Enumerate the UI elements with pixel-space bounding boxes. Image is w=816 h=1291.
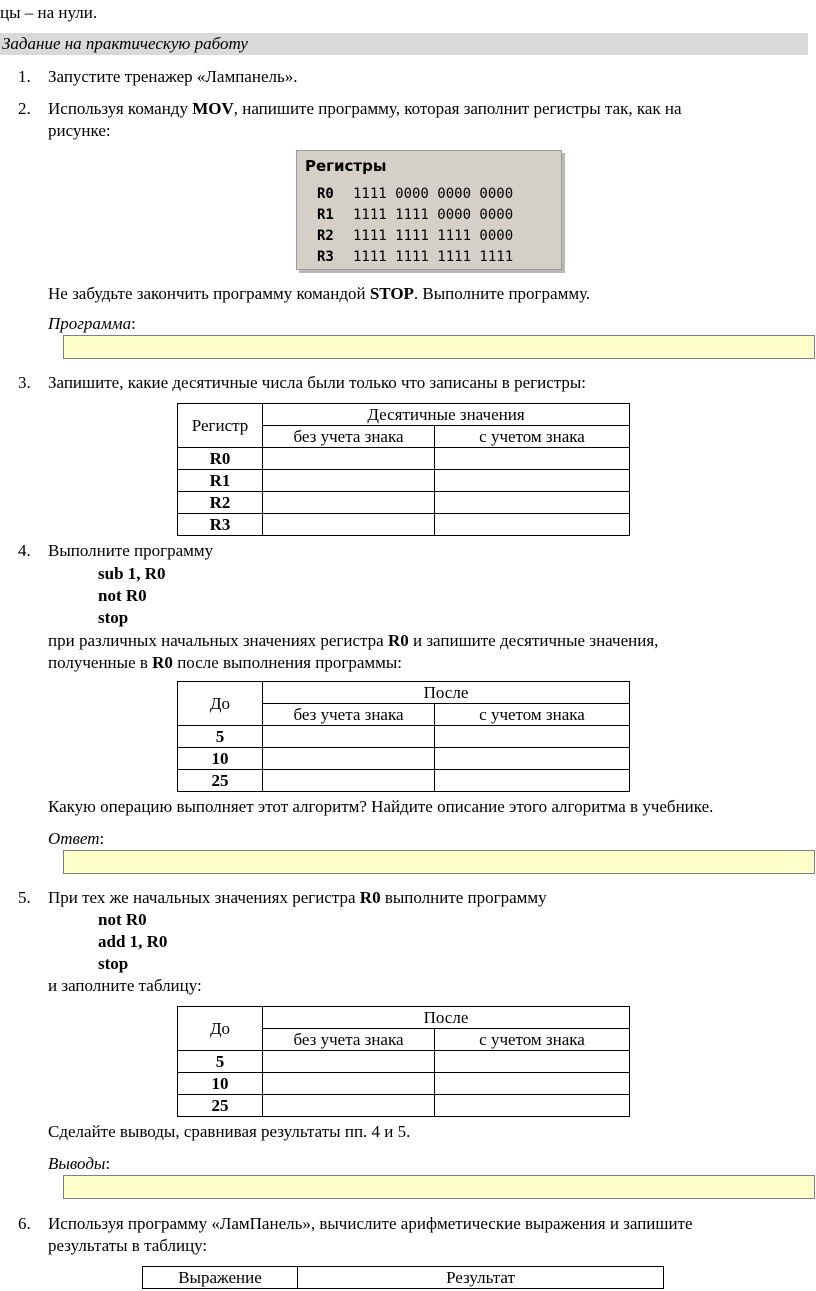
item-1-text: Запустите тренажер «Лампанель». <box>48 67 298 86</box>
stop-note: Не забудьте закончить программу командой STOP. Выполните программу. <box>48 284 591 303</box>
table-row-head: 5 <box>178 1051 263 1073</box>
table-row-head: 25 <box>178 770 263 792</box>
register-row: R0 1111 0000 0000 0000 <box>317 186 514 202</box>
item-number: 1. <box>18 67 31 86</box>
table-cell[interactable] <box>435 1073 630 1095</box>
code-line: not R0 <box>98 586 147 605</box>
table-cell[interactable] <box>263 1095 435 1117</box>
registers-title: Регистры <box>305 157 387 175</box>
table-cell[interactable] <box>435 1095 630 1117</box>
table-row-head: 5 <box>178 726 263 748</box>
table-cell[interactable] <box>435 726 630 748</box>
item-number: 4. <box>18 541 31 560</box>
table-header-expression: Выражение <box>143 1267 298 1289</box>
table-header-before: До <box>178 682 263 726</box>
code-line: stop <box>98 954 129 973</box>
table-header-group: После <box>263 1007 630 1029</box>
item-2-text-line2: рисунке: <box>48 121 111 140</box>
register-row: R2 1111 1111 1111 0000 <box>317 228 514 244</box>
answer-label: Ответ: <box>48 829 105 848</box>
table-header-group: После <box>263 682 630 704</box>
item-4-question: Какую операцию выполняет этот алгоритм? Найдите описание этого алгоритма в учебнике. <box>48 797 714 816</box>
table-header-group: Десятичные значения <box>263 404 630 426</box>
item-6-text-line2: результаты в таблицу: <box>48 1236 208 1255</box>
registers-decimal-table <box>177 403 630 536</box>
item-number: 3. <box>18 373 31 392</box>
table-cell[interactable] <box>263 770 435 792</box>
table-after-program-4 <box>177 681 630 792</box>
table-cell[interactable] <box>435 748 630 770</box>
table-row-head: 25 <box>178 1095 263 1117</box>
table-cell[interactable] <box>263 448 435 470</box>
conclusions-field[interactable] <box>63 1175 815 1199</box>
section-title: Задание на практическую работу <box>0 33 808 55</box>
table-cell[interactable] <box>263 492 435 514</box>
item-5-text: При тех же начальных значениях регистра R0 выполните программу <box>48 888 547 907</box>
table-header-result: Результат <box>298 1267 664 1289</box>
table-row-head: R1 <box>178 470 263 492</box>
table-header-register: Регистр <box>178 404 263 448</box>
table-cell[interactable] <box>263 514 435 536</box>
item-3-text: Запишите, какие десятичные числа были только что записаны в регистры: <box>48 373 587 392</box>
table-row-head: 10 <box>178 748 263 770</box>
item-number: 2. <box>18 99 31 118</box>
code-line: stop <box>98 608 129 627</box>
table-cell[interactable] <box>263 1073 435 1095</box>
table-header-unsigned: без учета знака <box>263 426 435 448</box>
item-2-text: Используя команду MOV, напишите программу, которая заполнит регистры так, как на <box>48 99 682 118</box>
item-6-text: Используя программу «ЛамПанель», вычислите арифметические выражения и запишите <box>48 1214 693 1233</box>
registers-panel <box>296 150 562 270</box>
table-cell[interactable] <box>435 448 630 470</box>
program-label: Программа: <box>48 314 136 333</box>
table-cell[interactable] <box>435 470 630 492</box>
table-cell[interactable] <box>435 492 630 514</box>
top-text-fragment: цы – на нули. <box>0 3 98 22</box>
table-header-unsigned: без учета знака <box>263 1029 435 1051</box>
table-header-signed: с учетом знака <box>435 426 630 448</box>
item-number: 6. <box>18 1214 31 1233</box>
table-header-signed: с учетом знака <box>435 704 630 726</box>
item-4-text: Выполните программу <box>48 541 214 560</box>
table-row-head: R0 <box>178 448 263 470</box>
expression-table <box>142 1266 664 1289</box>
table-header-unsigned: без учета знака <box>263 704 435 726</box>
program-answer-field[interactable] <box>63 335 815 359</box>
register-row: R3 1111 1111 1111 1111 <box>317 249 514 265</box>
item-5-after: и заполните таблицу: <box>48 976 202 995</box>
table-cell[interactable] <box>435 770 630 792</box>
table-row-head: 10 <box>178 1073 263 1095</box>
table-row-head: R2 <box>178 492 263 514</box>
item-5-conclusion: Сделайте выводы, сравнивая результаты пп. 4 и 5. <box>48 1122 411 1141</box>
table-header-signed: с учетом знака <box>435 1029 630 1051</box>
table-after-program-5 <box>177 1006 630 1117</box>
table-cell[interactable] <box>263 1051 435 1073</box>
table-cell[interactable] <box>435 1051 630 1073</box>
conclusions-label: Выводы: <box>48 1154 111 1173</box>
code-line: add 1, R0 <box>98 932 168 951</box>
item-4-after-line1: при различных начальных значениях регистра R0 и запишите десятичные значения, <box>48 631 659 650</box>
table-row-head: R3 <box>178 514 263 536</box>
code-line: sub 1, R0 <box>98 564 166 583</box>
table-header-before: До <box>178 1007 263 1051</box>
register-row: R1 1111 1111 0000 0000 <box>317 207 514 223</box>
code-line: not R0 <box>98 910 147 929</box>
table-cell[interactable] <box>435 514 630 536</box>
answer-field[interactable] <box>63 850 815 874</box>
item-number: 5. <box>18 888 31 907</box>
table-cell[interactable] <box>263 748 435 770</box>
table-cell[interactable] <box>263 470 435 492</box>
table-cell[interactable] <box>263 726 435 748</box>
item-4-after-line2: полученные в R0 после выполнения программы: <box>48 653 403 672</box>
